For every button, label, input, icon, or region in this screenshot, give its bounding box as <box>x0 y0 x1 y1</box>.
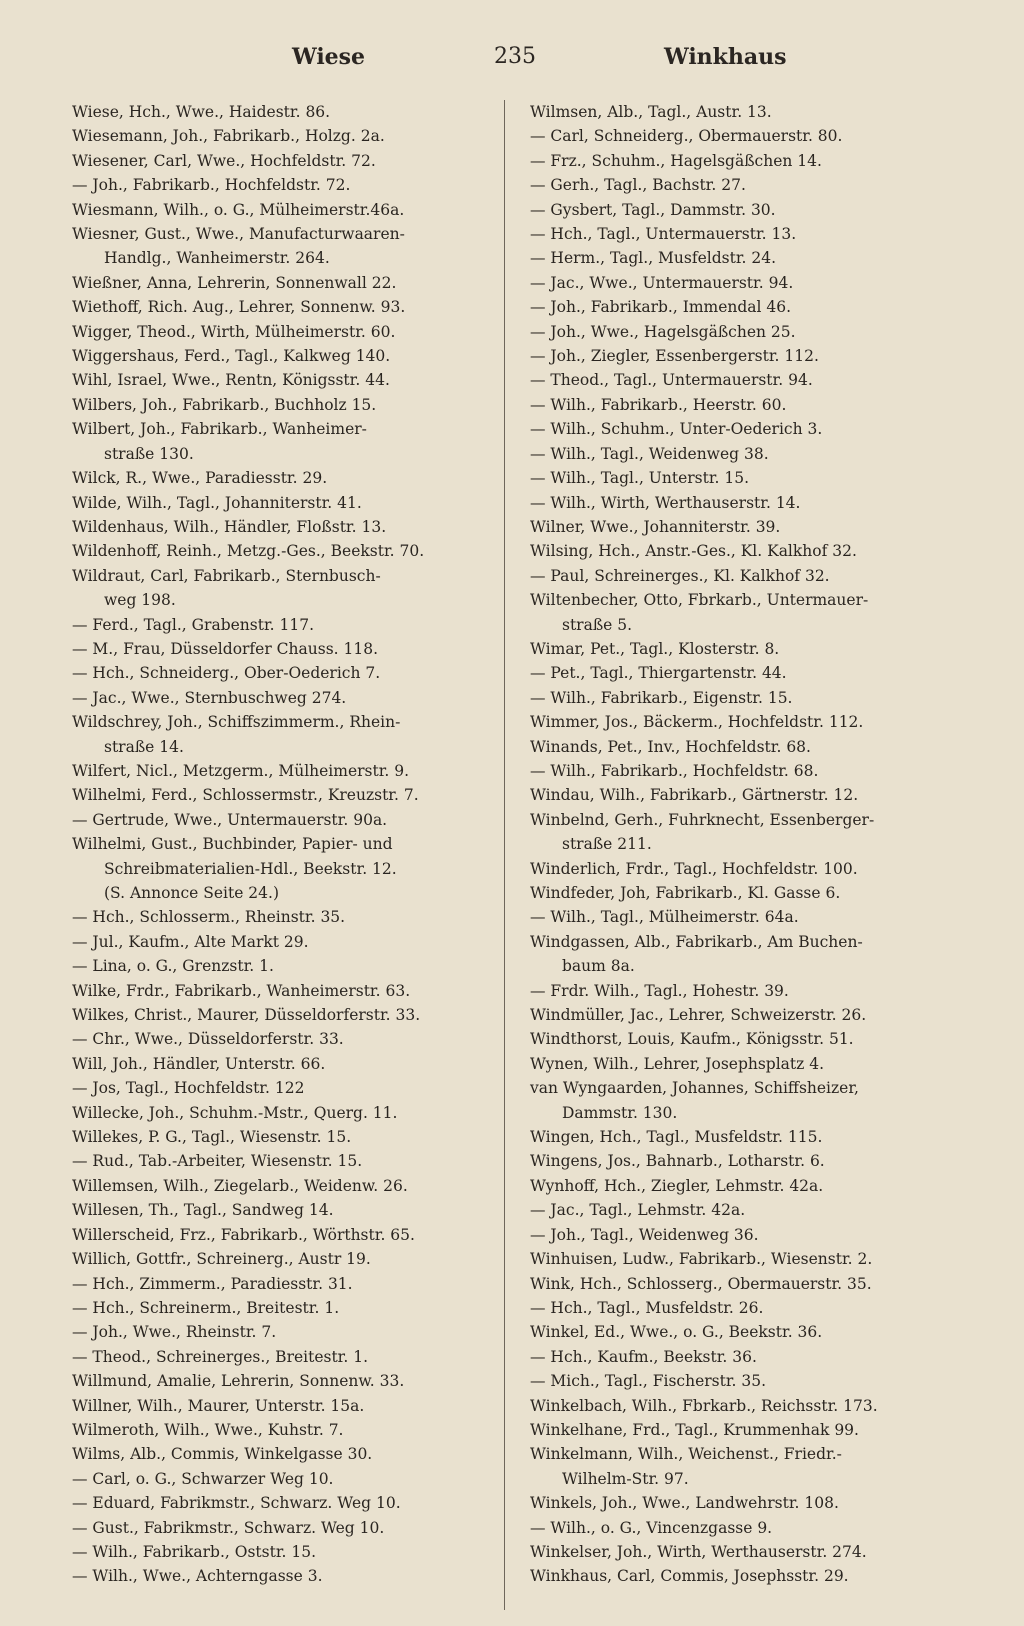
directory-entry-continuation: Dammstr. 130. <box>562 1103 678 1122</box>
directory-entry: — Carl, Schneiderg., Obermauerstr. 80. <box>530 127 843 146</box>
directory-entry: — Eduard, Fabrikmstr., Schwarz. Weg 10. <box>72 1494 401 1513</box>
directory-entry: Winderlich, Frdr., Tagl., Hochfeldstr. 100. <box>530 859 858 878</box>
directory-entry: van Wyngaarden, Johannes, Schiffsheizer, <box>530 1079 859 1098</box>
directory-entry: — Paul, Schreinerges., Kl. Kalkhof 32. <box>530 566 830 585</box>
directory-entry: Wilms, Alb., Commis, Winkelgasse 30. <box>72 1445 373 1464</box>
directory-entry: — Joh., Wwe., Rheinstr. 7. <box>72 1323 277 1342</box>
directory-entry-continuation: Wilhelm-Str. 97. <box>562 1469 689 1488</box>
directory-entry: Wimar, Pet., Tagl., Klosterstr. 8. <box>530 639 780 658</box>
directory-entry: — Jul., Kaufm., Alte Markt 29. <box>72 932 309 951</box>
directory-entry: Wilhelmi, Ferd., Schlossermstr., Kreuzstr. 7. <box>72 786 419 805</box>
right-column <box>530 100 988 1589</box>
directory-entry: Wildenhaus, Wilh., Händler, Floßstr. 13. <box>72 517 387 536</box>
directory-entry: — Frz., Schuhm., Hagelsgäßchen 14. <box>530 151 822 170</box>
directory-entry: — Wilh., Tagl., Unterstr. 15. <box>530 469 750 488</box>
directory-entry: Willekes, P. G., Tagl., Wiesenstr. 15. <box>72 1128 352 1147</box>
directory-entry: Windgassen, Alb., Fabrikarb., Am Buchen- <box>530 932 863 951</box>
directory-entry: Will, Joh., Händler, Unterstr. 66. <box>72 1054 326 1073</box>
directory-entry: — Wilh., Fabrikarb., Hochfeldstr. 68. <box>530 761 819 780</box>
directory-entry: Wilmeroth, Wilh., Wwe., Kuhstr. 7. <box>72 1420 344 1439</box>
directory-entry: — Wilh., o. G., Vincenzgasse 9. <box>530 1518 773 1537</box>
directory-entry: Wingens, Jos., Bahnarb., Lotharstr. 6. <box>530 1152 825 1171</box>
directory-entry: — Wilh., Wirth, Werthauserstr. 14. <box>530 493 801 512</box>
directory-entry: Willner, Wilh., Maurer, Unterstr. 15a. <box>72 1396 365 1415</box>
directory-entry: — Mich., Tagl., Fischerstr. 35. <box>530 1372 767 1391</box>
directory-entry: — Gerh., Tagl., Bachstr. 27. <box>530 176 746 195</box>
directory-entry: — Jac., Wwe., Sternbuschweg 274. <box>72 688 347 707</box>
directory-entry-continuation: straße 14. <box>104 737 184 756</box>
directory-entry: Winands, Pet., Inv., Hochfeldstr. 68. <box>530 737 811 756</box>
directory-entry: Windau, Wilh., Fabrikarb., Gärtnerstr. 12. <box>530 786 859 805</box>
directory-entry: — Hch., Zimmerm., Paradiesstr. 31. <box>72 1274 353 1293</box>
directory-entry: Wießner, Anna, Lehrerin, Sonnenwall 22. <box>72 273 397 292</box>
directory-entry: — Joh., Fabrikarb., Immendal 46. <box>530 298 792 317</box>
directory-entry: — Theod., Schreinerges., Breitestr. 1. <box>72 1347 369 1366</box>
directory-entry: Winkelser, Joh., Wirth, Werthauserstr. 274. <box>530 1542 867 1561</box>
directory-entry: Willerscheid, Frz., Fabrikarb., Wörthstr. 65. <box>72 1225 415 1244</box>
directory-entry: Winkelhane, Frd., Tagl., Krummenhak 99. <box>530 1420 859 1439</box>
directory-entry: — Chr., Wwe., Düsseldorferstr. 33. <box>72 1030 344 1049</box>
directory-entry: Wimmer, Jos., Bäckerm., Hochfeldstr. 112. <box>530 713 864 732</box>
page-number: 235 <box>494 44 536 69</box>
directory-entry: — Hch., Schlosserm., Rheinstr. 35. <box>72 908 346 927</box>
directory-entry: — Wilh., Tagl., Weidenweg 38. <box>530 444 769 463</box>
directory-entry: Wilbers, Joh., Fabrikarb., Buchholz 15. <box>72 395 377 414</box>
directory-entry: Wiesner, Gust., Wwe., Manufacturwaaren- <box>72 225 405 244</box>
directory-entry: Wiesener, Carl, Wwe., Hochfeldstr. 72. <box>72 151 376 170</box>
directory-entry: — Joh., Wwe., Hagelsgäßchen 25. <box>530 322 796 341</box>
directory-entry-continuation: Handlg., Wanheimerstr. 264. <box>104 249 330 268</box>
directory-entry-continuation: baum 8a. <box>562 957 635 976</box>
directory-entry: — Wilh., Schuhm., Unter-Oederich 3. <box>530 420 823 439</box>
directory-entry: Winhuisen, Ludw., Fabrikarb., Wiesenstr. 2. <box>530 1250 873 1269</box>
directory-entry: Wilkes, Christ., Maurer, Düsseldorferstr. 33. <box>72 1006 421 1025</box>
left-column <box>72 100 530 1589</box>
directory-entry: Windmüller, Jac., Lehrer, Schweizerstr. 26. <box>530 1006 867 1025</box>
directory-entry: Winkelbach, Wilh., Fbrkarb., Reichsstr. 173. <box>530 1396 878 1415</box>
directory-entry: — Frdr. Wilh., Tagl., Hohestr. 39. <box>530 981 789 1000</box>
directory-entry: Windthorst, Louis, Kaufm., Königsstr. 51. <box>530 1030 854 1049</box>
directory-entry: — Hch., Tagl., Musfeldstr. 26. <box>530 1298 764 1317</box>
directory-entry: Wilhelmi, Gust., Buchbinder, Papier- und <box>72 835 393 854</box>
directory-entry: — Jac., Tagl., Lehmstr. 42a. <box>530 1201 746 1220</box>
directory-entry: Winkel, Ed., Wwe., o. G., Beekstr. 36. <box>530 1323 823 1342</box>
directory-entry: Wiesemann, Joh., Fabrikarb., Holzg. 2a. <box>72 127 385 146</box>
directory-entry: — Wilh., Fabrikarb., Eigenstr. 15. <box>530 688 793 707</box>
directory-entry: — Carl, o. G., Schwarzer Weg 10. <box>72 1469 334 1488</box>
header-left-word: Wiese <box>292 44 366 70</box>
directory-entry: — Wilh., Wwe., Achterngasse 3. <box>72 1567 323 1586</box>
directory-entry: Wildraut, Carl, Fabrikarb., Sternbusch- <box>72 566 381 585</box>
directory-entry: — Hch., Schreinerm., Breitestr. 1. <box>72 1298 340 1317</box>
header-right-word: Winkhaus <box>664 44 787 70</box>
directory-entry: — Hch., Schneiderg., Ober-Oederich 7. <box>72 664 381 683</box>
directory-entry: Winbelnd, Gerh., Fuhrknecht, Essenberger- <box>530 810 875 829</box>
directory-entry: Wilbert, Joh., Fabrikarb., Wanheimer- <box>72 420 367 439</box>
directory-entry: — Rud., Tab.-Arbeiter, Wiesenstr. 15. <box>72 1152 363 1171</box>
directory-entry: Wilke, Frdr., Fabrikarb., Wanheimerstr. 63. <box>72 981 411 1000</box>
directory-entry: — Wilh., Tagl., Mülheimerstr. 64a. <box>530 908 799 927</box>
directory-entry: — Joh., Ziegler, Essenbergerstr. 112. <box>530 347 819 366</box>
directory-entry: Wihl, Israel, Wwe., Rentn, Königsstr. 44. <box>72 371 390 390</box>
directory-entry-continuation: straße 130. <box>104 444 194 463</box>
directory-entry: Wink, Hch., Schlosserg., Obermauerstr. 35. <box>530 1274 872 1293</box>
directory-entry: Wilner, Wwe., Johanniterstr. 39. <box>530 517 781 536</box>
directory-entry: — Hch., Kaufm., Beekstr. 36. <box>530 1347 757 1366</box>
directory-entry: Wildenhoff, Reinh., Metzg.-Ges., Beekstr. 70. <box>72 542 425 561</box>
directory-entry: — Hch., Tagl., Untermauerstr. 13. <box>530 225 797 244</box>
directory-entry: Wiltenbecher, Otto, Fbrkarb., Untermauer- <box>530 591 869 610</box>
directory-entry: — Jac., Wwe., Untermauerstr. 94. <box>530 273 794 292</box>
directory-entry: Wigger, Theod., Wirth, Mülheimerstr. 60. <box>72 322 396 341</box>
directory-entry: Wilmsen, Alb., Tagl., Austr. 13. <box>530 103 772 121</box>
directory-entry: — Lina, o. G., Grenzstr. 1. <box>72 957 274 976</box>
directory-entry: Winkels, Joh., Wwe., Landwehrstr. 108. <box>530 1494 839 1513</box>
directory-entry: — Theod., Tagl., Untermauerstr. 94. <box>530 371 813 390</box>
directory-entry: Wynhoff, Hch., Ziegler, Lehmstr. 42a. <box>530 1176 824 1195</box>
directory-entry: — Herm., Tagl., Musfeldstr. 24. <box>530 249 777 268</box>
directory-entry-continuation: weg 198. <box>104 591 176 610</box>
directory-entry: Willmund, Amalie, Lehrerin, Sonnenw. 33. <box>72 1372 405 1391</box>
directory-entry: — M., Frau, Düsseldorfer Chauss. 118. <box>72 639 379 658</box>
directory-entry: Wildschrey, Joh., Schiffszimmerm., Rhein- <box>72 713 401 732</box>
directory-entry: — Pet., Tagl., Thiergartenstr. 44. <box>530 664 787 683</box>
directory-entry: Winkhaus, Carl, Commis, Josephsstr. 29. <box>530 1567 849 1586</box>
directory-entry: Willemsen, Wilh., Ziegelarb., Weidenw. 26. <box>72 1176 408 1195</box>
directory-entry: Wilck, R., Wwe., Paradiesstr. 29. <box>72 469 328 488</box>
directory-entry: Wilde, Wilh., Tagl., Johanniterstr. 41. <box>72 493 362 512</box>
directory-entry-continuation: Schreibmaterialien-Hdl., Beekstr. 12. <box>104 859 397 878</box>
directory-entry: Wingen, Hch., Tagl., Musfeldstr. 115. <box>530 1128 823 1147</box>
directory-entry: — Gysbert, Tagl., Dammstr. 30. <box>530 200 776 219</box>
directory-entry: Wynen, Wilh., Lehrer, Josephsplatz 4. <box>530 1054 825 1073</box>
directory-entry: Wilsing, Hch., Anstr.-Ges., Kl. Kalkhof 32. <box>530 542 857 561</box>
directory-entry: Wiesmann, Wilh., o. G., Mülheimerstr.46a. <box>72 200 405 219</box>
directory-entry: — Gertrude, Wwe., Untermauerstr. 90a. <box>72 810 388 829</box>
directory-entry: Windfeder, Joh, Fabrikarb., Kl. Gasse 6. <box>530 884 841 902</box>
directory-entry: Wilfert, Nicl., Metzgerm., Mülheimerstr. 9. <box>72 761 410 780</box>
directory-entry: — Ferd., Tagl., Grabenstr. 117. <box>72 615 315 634</box>
directory-entry-continuation: straße 211. <box>562 835 652 854</box>
directory-entry-continuation: (S. Annonce Seite 24.) <box>104 884 279 902</box>
directory-entry: Wiggershaus, Ferd., Tagl., Kalkweg 140. <box>72 347 391 366</box>
directory-entry: Willecke, Joh., Schuhm.-Mstr., Querg. 11. <box>72 1103 398 1122</box>
directory-entry-continuation: straße 5. <box>562 615 633 634</box>
directory-entry: Willich, Gottfr., Schreinerg., Austr 19. <box>72 1250 371 1269</box>
directory-entry: Wiethoff, Rich. Aug., Lehrer, Sonnenw. 93. <box>72 298 406 317</box>
directory-entry: Willesen, Th., Tagl., Sandweg 14. <box>72 1201 334 1220</box>
directory-entry: Wiese, Hch., Wwe., Haidestr. 86. <box>72 103 331 121</box>
directory-entry: — Wilh., Fabrikarb., Heerstr. 60. <box>530 395 787 414</box>
directory-entry: — Wilh., Fabrikarb., Oststr. 15. <box>72 1542 317 1561</box>
directory-entry: — Gust., Fabrikmstr., Schwarz. Weg 10. <box>72 1518 385 1537</box>
directory-entry: Winkelmann, Wilh., Weichenst., Friedr.- <box>530 1445 842 1464</box>
directory-entry: — Joh., Fabrikarb., Hochfeldstr. 72. <box>72 176 351 195</box>
directory-entry: — Jos, Tagl., Hochfeldstr. 122 <box>72 1079 305 1098</box>
directory-entry: — Joh., Tagl., Weidenweg 36. <box>530 1225 759 1244</box>
